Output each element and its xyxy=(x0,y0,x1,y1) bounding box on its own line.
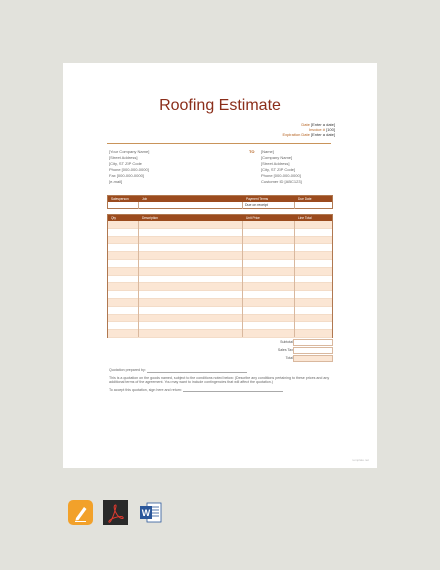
total-field[interactable] xyxy=(293,355,333,362)
items-table xyxy=(107,214,333,338)
accept-line: To accept this quotation, sign here and return: xyxy=(109,388,333,393)
header-unit-price: Unit Price xyxy=(246,216,260,220)
notes-section xyxy=(109,368,333,395)
table-row[interactable] xyxy=(108,315,332,323)
word-icon[interactable] xyxy=(138,500,163,525)
table-row[interactable] xyxy=(108,307,332,315)
header-due-date: Due Date xyxy=(298,197,312,201)
column-divider xyxy=(138,221,139,337)
table-row[interactable] xyxy=(108,291,332,299)
subtotal-field[interactable] xyxy=(293,339,333,346)
header-qty: Qty xyxy=(111,216,116,220)
sales-table-header xyxy=(108,196,332,202)
header-job: Job xyxy=(142,197,148,201)
table-row[interactable] xyxy=(108,322,332,330)
pdf-icon[interactable] xyxy=(103,500,128,525)
watermark: template.net xyxy=(352,458,369,462)
header-divider xyxy=(107,143,331,144)
table-row[interactable] xyxy=(108,260,332,268)
prepared-by-line: Quotation prepared by: xyxy=(109,368,333,373)
meta-date: Date [Enter a date] xyxy=(301,122,335,127)
from-address: [Your Company Name] [Street Address] [City, ST ZIP Code Phone [000-000-0000] Fax [000-000-0000] [e-mail] xyxy=(109,149,150,184)
table-row[interactable] xyxy=(108,244,332,252)
total-label: Total xyxy=(285,356,293,360)
subtotal-label: Subtotal xyxy=(280,340,293,344)
table-row[interactable] xyxy=(108,252,332,260)
signature-line xyxy=(147,372,247,373)
sales-table xyxy=(107,195,333,209)
column-divider xyxy=(294,202,295,209)
conditions-text: This is a quotation on the goods named, subject to the conditions noted below: (Describe any conditions pertaining to these prices and any additional terms of the agreement. You may want to include contingencies that will affect the quotation.) xyxy=(109,375,330,385)
signature-line xyxy=(183,391,283,392)
column-divider xyxy=(242,202,243,209)
to-label: TO xyxy=(249,149,255,154)
table-row[interactable] xyxy=(108,330,332,338)
table-row[interactable] xyxy=(108,299,332,307)
header-line-total: Line Total xyxy=(298,216,312,220)
document-page xyxy=(63,63,377,468)
table-row[interactable] xyxy=(108,268,332,276)
table-row[interactable] xyxy=(108,229,332,237)
column-divider xyxy=(294,221,295,337)
header-payment-terms: Payment Terms xyxy=(246,197,269,201)
svg-text:W: W xyxy=(141,508,151,518)
items-table-header xyxy=(108,215,332,221)
items-rows xyxy=(108,221,332,338)
table-row[interactable] xyxy=(108,276,332,284)
table-row[interactable] xyxy=(108,237,332,245)
payment-terms-value: Due on receipt xyxy=(245,203,268,207)
meta-expiration: Expiration Date [Enter a date] xyxy=(282,132,335,137)
sales-tax-field[interactable] xyxy=(293,347,333,354)
table-row[interactable] xyxy=(108,221,332,229)
header-salesperson: Salesperson xyxy=(111,197,129,201)
meta-invoice: Invoice # [100] xyxy=(308,127,335,132)
column-divider xyxy=(138,202,139,209)
header-description: Description xyxy=(142,216,158,220)
document-title: Roofing Estimate xyxy=(159,97,281,114)
pages-icon[interactable] xyxy=(68,500,93,525)
table-row[interactable] xyxy=(108,283,332,291)
sales-tax-label: Sales Tax xyxy=(277,348,293,352)
column-divider xyxy=(242,221,243,337)
invoice-meta xyxy=(283,122,336,137)
to-address: [Name] [Company Name] [Street Address] [City, ST ZIP Code] Phone [000-000-0000] Customer ID [ABC123] xyxy=(261,149,302,184)
